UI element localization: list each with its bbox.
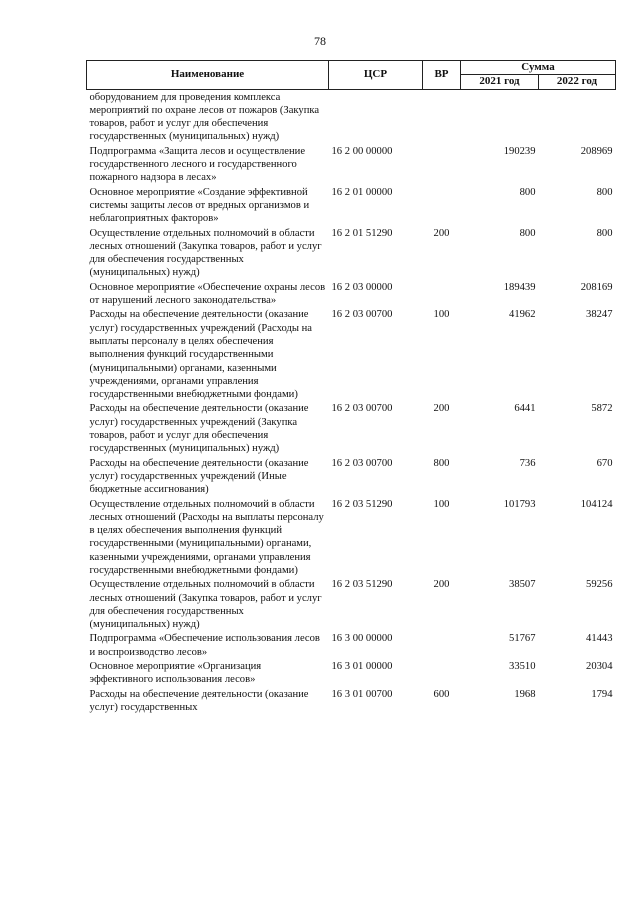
table-row <box>87 186 616 227</box>
row-sum-2022-cell: 38247 <box>586 309 613 321</box>
row-name-cell: оборудованием для проведения комплекса мероприятий по охране лесов от пожаров (Закупка товаров, работ и услуг для обеспечения государственных (муниципальных) нужд) <box>89 91 320 143</box>
header-vr: ВР <box>423 61 461 90</box>
row-csr-cell: 16 2 00 00000 <box>331 145 393 157</box>
row-sum-2022-cell: 670 <box>596 457 613 469</box>
row-csr-cell: 16 3 01 00700 <box>331 688 393 700</box>
row-vr-cell <box>423 660 461 688</box>
row-name-cell: Расходы на обеспечение деятельности (оказание услуг) государственных <box>89 688 309 713</box>
row-csr-cell: 16 2 03 00700 <box>331 309 393 321</box>
row-vr-cell <box>423 186 461 227</box>
row-vr-cell: 100 <box>433 498 450 510</box>
row-csr-cell: 16 3 00 00000 <box>331 633 393 645</box>
row-sum-2021-cell: 6441 <box>514 403 536 415</box>
row-sum-2021-cell: 800 <box>519 227 536 239</box>
budget-table <box>86 60 616 715</box>
row-sum-2022-cell: 20304 <box>586 661 613 673</box>
row-sum-2021-cell: 101793 <box>503 498 536 510</box>
header-year-2022: 2022 год <box>539 75 616 89</box>
row-vr-cell <box>423 281 461 309</box>
row-name-cell: Основное мероприятие «Организация эффективного использования лесов» <box>89 661 262 686</box>
row-csr-cell: 16 2 03 00000 <box>331 281 393 293</box>
table-row <box>87 632 616 660</box>
table-row <box>87 145 616 186</box>
header-sum: Сумма <box>461 61 616 75</box>
row-name-cell: Расходы на обеспечение деятельности (оказание услуг) государственных учреждений (Иные бюджетные ассигнования) <box>89 457 309 496</box>
row-vr-cell: 200 <box>433 227 450 239</box>
row-csr-cell <box>329 89 423 145</box>
row-sum-2022-cell: 59256 <box>586 579 613 591</box>
table-row <box>87 308 616 402</box>
header-name: Наименование <box>87 61 329 90</box>
row-csr-cell: 16 2 01 51290 <box>331 227 393 239</box>
row-name-cell: Расходы на обеспечение деятельности (оказание услуг) государственных учреждений (Расходы на выплаты персоналу в целях обеспечения выполнения функций государственными (муниципальными) органами, казенными учреждениями, органами управления государственными внебюджетными фондами) <box>89 309 312 401</box>
table-header <box>87 61 616 90</box>
row-sum-2021-cell: 1968 <box>514 688 536 700</box>
row-vr-cell: 200 <box>433 579 450 591</box>
row-sum-2022-cell: 5872 <box>591 403 613 415</box>
table-row <box>87 457 616 498</box>
table-row <box>87 89 616 145</box>
row-name-cell: Осуществление отдельных полномочий в области лесных отношений (Закупка товаров, работ и услуг для обеспечения государственных (муниципальных) нужд) <box>89 579 322 631</box>
table-row <box>87 402 616 456</box>
row-vr-cell: 200 <box>433 403 450 415</box>
row-sum-2021-cell: 51767 <box>509 633 536 645</box>
table-row <box>87 578 616 632</box>
row-name-cell: Расходы на обеспечение деятельности (оказание услуг) государственных учреждений (Закупка товаров, работ и услуг для обеспечения государственных (муниципальных) нужд) <box>89 403 309 455</box>
row-vr-cell: 100 <box>433 309 450 321</box>
row-sum-2022-cell: 800 <box>596 227 613 239</box>
row-csr-cell: 16 2 03 00700 <box>331 457 393 469</box>
row-sum-2021-cell: 190239 <box>503 145 536 157</box>
header-csr: ЦСР <box>329 61 423 90</box>
row-csr-cell: 16 3 01 00000 <box>331 661 393 673</box>
row-sum-2021-cell: 189439 <box>503 281 536 293</box>
row-csr-cell: 16 2 03 51290 <box>331 498 393 510</box>
row-vr-cell: 600 <box>433 688 450 700</box>
row-sum-2021-cell: 33510 <box>509 661 536 673</box>
row-name-cell: Подпрограмма «Обеспечение использования лесов и воспроизводство лесов» <box>89 633 320 658</box>
page-number: 78 <box>314 34 326 48</box>
row-vr-cell <box>423 632 461 660</box>
row-name-cell: Основное мероприятие «Обеспечение охраны лесов от нарушений лесного законодательства» <box>89 281 326 307</box>
row-sum-2022-cell: 800 <box>596 186 613 198</box>
table-row <box>87 688 616 716</box>
row-vr-cell <box>423 89 461 145</box>
row-csr-cell: 16 2 01 00000 <box>331 186 393 198</box>
row-name-cell: Осуществление отдельных полномочий в области лесных отношений (Расходы на выплаты персоналу в целях обеспечения выполнения функций государственными (муниципальными) органами, казенными учреждениями, органами управления государственными внебюджетными фондами) <box>89 498 324 576</box>
row-vr-cell: 800 <box>433 457 450 469</box>
row-name-cell: Подпрограмма «Защита лесов и осуществление государственного лесного и государственного пожарного надзора в лесах» <box>89 145 306 184</box>
row-sum-2021-cell <box>461 89 539 145</box>
row-sum-2022-cell <box>539 89 616 145</box>
row-sum-2022-cell: 41443 <box>586 633 613 645</box>
row-vr-cell <box>423 145 461 186</box>
table-row <box>87 227 616 281</box>
row-name-cell: Основное мероприятие «Создание эффективной системы защиты лесов от вредных организмов и неблагоприятных факторов» <box>89 186 310 225</box>
table-row <box>87 281 616 309</box>
row-name-cell: Осуществление отдельных полномочий в области лесных отношений (Закупка товаров, работ и услуг для обеспечения государственных (муниципальных) нужд) <box>89 227 322 279</box>
row-sum-2022-cell: 208169 <box>580 281 613 293</box>
row-sum-2021-cell: 41962 <box>509 309 536 321</box>
row-sum-2022-cell: 104124 <box>580 498 613 510</box>
row-sum-2021-cell: 736 <box>519 457 536 469</box>
row-csr-cell: 16 2 03 00700 <box>331 403 393 415</box>
table-row <box>87 498 616 579</box>
row-csr-cell: 16 2 03 51290 <box>331 579 393 591</box>
row-sum-2021-cell: 800 <box>519 186 536 198</box>
table-body <box>87 89 616 715</box>
header-year-2021: 2021 год <box>461 75 539 89</box>
row-sum-2022-cell: 1794 <box>591 688 613 700</box>
table-row <box>87 660 616 688</box>
row-sum-2021-cell: 38507 <box>509 579 536 591</box>
row-sum-2022-cell: 208969 <box>580 145 613 157</box>
